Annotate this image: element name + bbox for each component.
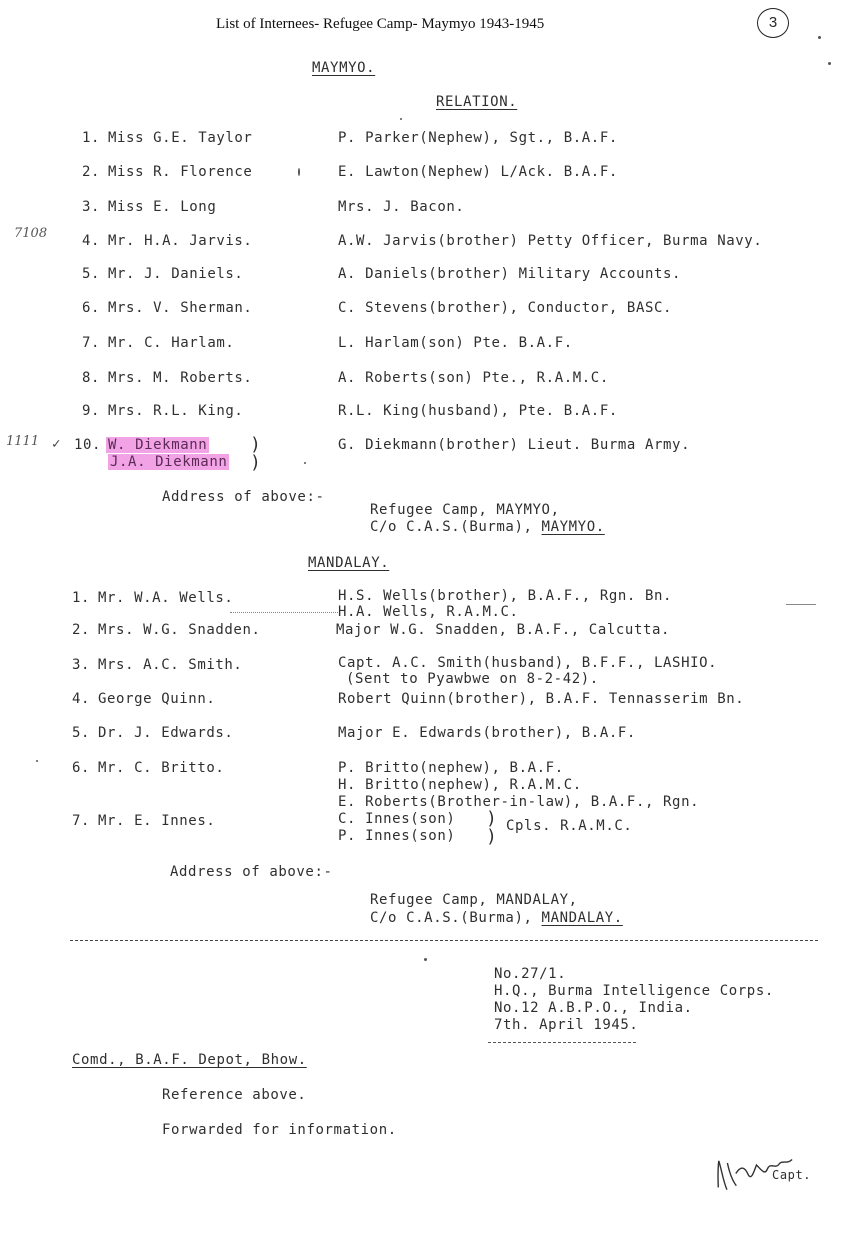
- entry-number: 5.: [82, 266, 101, 282]
- brace: ): [250, 452, 262, 473]
- internee-name: Mr. C. Harlam.: [108, 335, 235, 351]
- document-title: List of Internees- Refugee Camp- Maymyo 1943-1945: [216, 16, 545, 32]
- address-line: Refugee Camp, MANDALAY,: [370, 892, 578, 908]
- internee-name: Mrs. A.C. Smith.: [98, 657, 243, 673]
- entry-number: 2.: [82, 164, 101, 180]
- scan-mark: [786, 604, 816, 605]
- address-label: Address of above:-: [162, 489, 325, 505]
- reference-line: Reference above.: [162, 1087, 307, 1103]
- relation-text: C. Stevens(brother), Conductor, BASC.: [338, 300, 673, 316]
- section-heading-maymyo: MAYMYO.: [312, 60, 376, 76]
- relation-text: (Sent to Pyawbwe on 8-2-42).: [346, 671, 599, 687]
- brace: ): [250, 434, 262, 455]
- brace: ): [486, 808, 498, 829]
- internee-name: Miss R. Florence: [108, 164, 253, 180]
- check-mark: ✓: [52, 436, 62, 452]
- internee-name: Mr. J. Daniels.: [108, 266, 244, 282]
- entry-number: 6.: [72, 760, 91, 776]
- internee-name: [106, 437, 209, 453]
- internee-name: Mr. W.A. Wells.: [98, 590, 234, 606]
- reference-hq: H.Q., Burma Intelligence Corps.: [494, 983, 774, 999]
- address-label: Address of above:-: [170, 864, 333, 880]
- entry-number: 9.: [82, 403, 101, 419]
- internee-name: Mrs. W.G. Snadden.: [98, 622, 261, 638]
- internee-name: George Quinn.: [98, 691, 216, 707]
- scan-speck: [818, 36, 821, 39]
- entry-number: 6.: [82, 300, 101, 316]
- address-place: MAYMYO.: [541, 519, 605, 535]
- internee-name: Miss E. Long: [108, 199, 217, 215]
- margin-note-10: 1111: [6, 434, 40, 449]
- relation-text: A. Roberts(son) Pte., R.A.M.C.: [338, 370, 609, 386]
- internee-name: Mr. C. Britto.: [98, 760, 225, 776]
- dashed-divider: [70, 940, 818, 941]
- address-line: [370, 910, 623, 926]
- relation-text: A. Daniels(brother) Military Accounts.: [338, 266, 682, 282]
- entry-number: 4.: [82, 233, 101, 249]
- internee-name: Mrs. V. Sherman.: [108, 300, 253, 316]
- relation-text: Robert Quinn(brother), B.A.F. Tennasserim Bn.: [338, 691, 745, 707]
- address-place: MANDALAY.: [541, 910, 623, 926]
- scan-speck: [828, 62, 831, 65]
- signature-title: Capt.: [772, 1168, 812, 1182]
- short-rule: [488, 1042, 636, 1043]
- entry-number: 2.: [72, 622, 91, 638]
- highlighted-name: W. Diekmann: [108, 437, 208, 453]
- relation-text: Mrs. J. Bacon.: [338, 199, 465, 215]
- address-line: [370, 519, 605, 535]
- relation-text: P. Parker(Nephew), Sgt., B.A.F.: [338, 130, 618, 146]
- address-prefix: C/o C.A.S.(Burma),: [370, 519, 542, 535]
- reference-date: 7th. April 1945.: [494, 1017, 639, 1033]
- forwarded-line: Forwarded for information.: [162, 1122, 397, 1138]
- address-line: Refugee Camp, MAYMYO,: [370, 502, 560, 518]
- relation-heading: RELATION.: [436, 94, 518, 110]
- reference-number: No.27/1.: [494, 966, 567, 982]
- addressee: Comd., B.A.F. Depot, Bhow.: [72, 1052, 307, 1068]
- relation-text: Capt. A.C. Smith(husband), B.F.F., LASHIO.: [338, 655, 718, 671]
- internee-name: Miss G.E. Taylor: [108, 130, 253, 146]
- faint-rule: [230, 612, 338, 613]
- group-label: Cpls. R.A.M.C.: [506, 818, 633, 834]
- relation-text: H.A. Wells, R.A.M.C.: [338, 604, 519, 620]
- relation-text: R.L. King(husband), Pte. B.A.F.: [338, 403, 618, 419]
- scan-speck: [304, 462, 306, 464]
- relation-text: E. Lawton(Nephew) L/Ack. B.A.F.: [338, 164, 618, 180]
- entry-number: 10.: [74, 437, 102, 453]
- internee-name: Dr. J. Edwards.: [98, 725, 234, 741]
- internee-name: Mrs. R.L. King.: [108, 403, 244, 419]
- section-heading-mandalay: MANDALAY.: [308, 555, 390, 571]
- scan-speck: [298, 168, 300, 176]
- internee-name-second: [108, 454, 229, 470]
- highlighted-name: J.A. Diekmann: [110, 454, 228, 470]
- entry-number: 3.: [82, 199, 101, 215]
- internee-name: Mrs. M. Roberts.: [108, 370, 253, 386]
- entry-number: 1.: [82, 130, 101, 146]
- relation-text: Major W.G. Snadden, B.A.F., Calcutta.: [336, 622, 671, 638]
- relation-text: G. Diekmann(brother) Lieut. Burma Army.: [338, 437, 691, 453]
- margin-note-4: 7108: [14, 226, 48, 241]
- brace: ): [486, 826, 498, 847]
- entry-number: 1.: [72, 590, 91, 606]
- relation-text: C. Innes(son): [338, 811, 456, 827]
- relation-text: A.W. Jarvis(brother) Petty Officer, Burma Navy.: [338, 233, 763, 249]
- relation-text: P. Innes(son): [338, 828, 456, 844]
- entry-number: 7.: [82, 335, 101, 351]
- entry-number: 3.: [72, 657, 91, 673]
- entry-number: 5.: [72, 725, 91, 741]
- relation-text: H.S. Wells(brother), B.A.F., Rgn. Bn.: [338, 588, 673, 604]
- relation-text: E. Roberts(Brother-in-law), B.A.F., Rgn.: [338, 794, 700, 810]
- entry-number: 7.: [72, 813, 91, 829]
- scan-speck: [400, 118, 402, 120]
- relation-text: Major E. Edwards(brother), B.A.F.: [338, 725, 636, 741]
- relation-text: L. Harlam(son) Pte. B.A.F.: [338, 335, 573, 351]
- page-number: 3: [757, 8, 789, 38]
- address-prefix: C/o C.A.S.(Burma),: [370, 910, 542, 926]
- scan-speck: [36, 760, 38, 762]
- entry-number: 4.: [72, 691, 91, 707]
- entry-number: 8.: [82, 370, 101, 386]
- internee-name: Mr. E. Innes.: [98, 813, 216, 829]
- relation-text: H. Britto(nephew), R.A.M.C.: [338, 777, 582, 793]
- internee-name: Mr. H.A. Jarvis.: [108, 233, 253, 249]
- relation-text: P. Britto(nephew), B.A.F.: [338, 760, 564, 776]
- reference-bpo: No.12 A.B.P.O., India.: [494, 1000, 693, 1016]
- scan-speck: [424, 958, 427, 961]
